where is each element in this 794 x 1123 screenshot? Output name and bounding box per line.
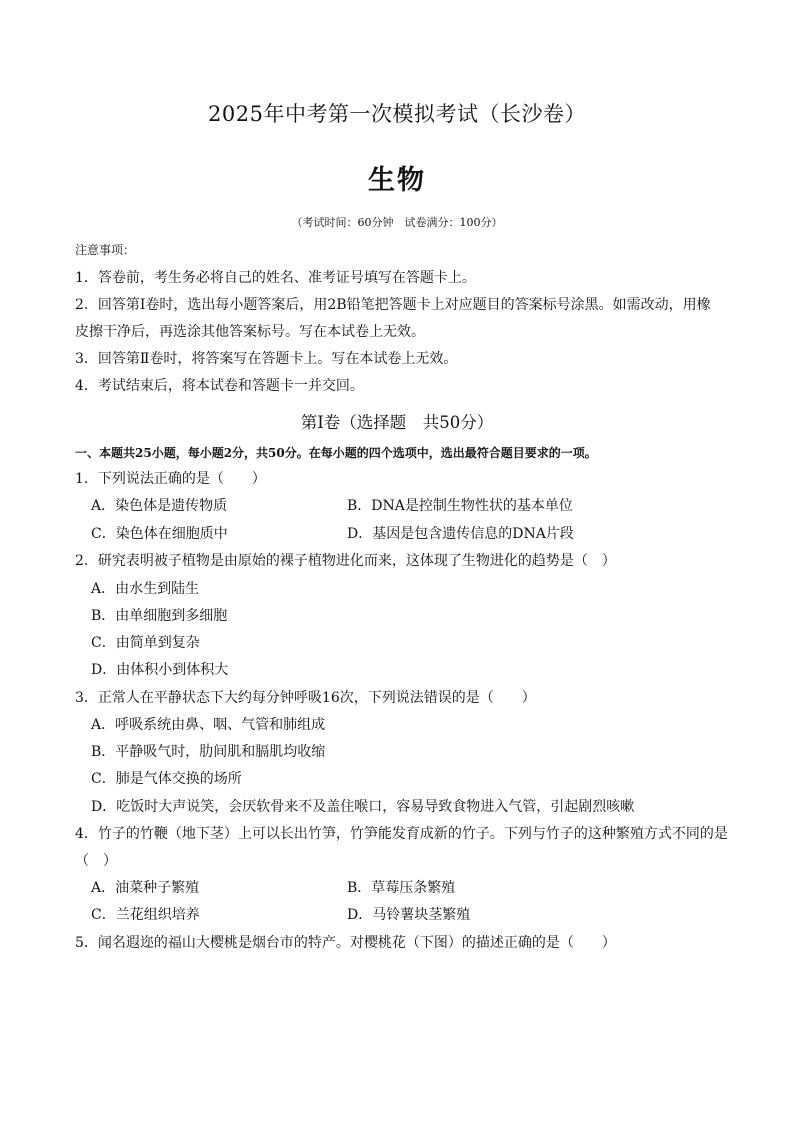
subject-title: 生物 (368, 165, 426, 196)
answer-option: C．兰花组织培养 (91, 907, 200, 923)
answer-option: A．染色体是遗传物质 (91, 498, 228, 514)
section-title: 第Ⅰ卷（选择题 共50分） (300, 413, 494, 432)
answer-option: D．马铃薯块茎繁殖 (347, 907, 471, 923)
answer-option: B．平静吸气时，肋间肌和膈肌均收缩 (91, 744, 326, 760)
answer-option: A．油菜种子繁殖 (91, 880, 200, 896)
answer-option: B．DNA是控制生物性状的基本单位 (347, 498, 573, 514)
notes-heading: 注意事项： (75, 243, 136, 257)
question-stem: 2．研究表明被子植物是由原始的裸子植物进化而来，这体现了生物进化的趋势是（ ） (75, 553, 616, 569)
note-item-continued: 皮擦干净后，再选涂其他答案标号。写在本试卷上无效。 (75, 324, 425, 340)
exam-info: （考试时间：60分钟 试卷满分：100分） (291, 216, 503, 229)
section-instruction: 一、本题共25小题，每小题2分，共50分。在每小题的四个选项中，选出最符合题目要求的一项。 (75, 446, 597, 460)
question-stem-continued: （ ） (75, 853, 117, 869)
question-stem: 3．正常人在平静状态下大约每分钟呼吸16次，下列说法错误的是（ ） (75, 690, 536, 706)
answer-option: B．由单细胞到多细胞 (91, 608, 228, 624)
answer-option: A．呼吸系统由鼻、咽、气管和肺组成 (91, 717, 326, 733)
answer-option: C．染色体在细胞质中 (91, 526, 228, 542)
answer-option: C．肺是气体交换的场所 (91, 771, 242, 787)
answer-option: D．吃饭时大声说笑，会厌软骨来不及盖住喉口，容易导致食物进入气管，引起剧烈咳嗽 (91, 799, 635, 815)
answer-option: C．由简单到复杂 (91, 635, 200, 651)
note-item: 4．考试结束后，将本试卷和答题卡一并交回。 (75, 378, 364, 394)
answer-option: D．基因是包含遗传信息的DNA片段 (347, 526, 574, 542)
note-item: 2．回答第Ⅰ卷时，选出每小题答案后，用2B铅笔把答题卡上对应题目的答案标号涂黑。如需改动，用橡 (75, 297, 711, 313)
answer-option: A．由水生到陆生 (91, 581, 200, 597)
note-item: 3．回答第Ⅱ卷时，将答案写在答题卡上。写在本试卷上无效。 (75, 351, 458, 367)
question-stem: 1．下列说法正确的是（ ） (75, 471, 266, 487)
question-stem: 5．闻名遐迩的福山大樱桃是烟台市的特产。对樱桃花（下图）的描述正确的是（ ） (75, 935, 616, 951)
exam-title: 2025年中考第一次模拟考试（长沙卷） (208, 102, 586, 126)
question-stem: 4．竹子的竹鞭（地下茎）上可以长出竹笋，竹笋能发育成新的竹子。下列与竹子的这种繁殖方式不同的是 (75, 826, 728, 842)
answer-option: D．由体积小到体积大 (91, 662, 229, 678)
answer-option: B．草莓压条繁殖 (347, 880, 456, 896)
note-item: 1．答卷前，考生务必将自己的姓名、准考证号填写在答题卡上。 (75, 270, 476, 286)
